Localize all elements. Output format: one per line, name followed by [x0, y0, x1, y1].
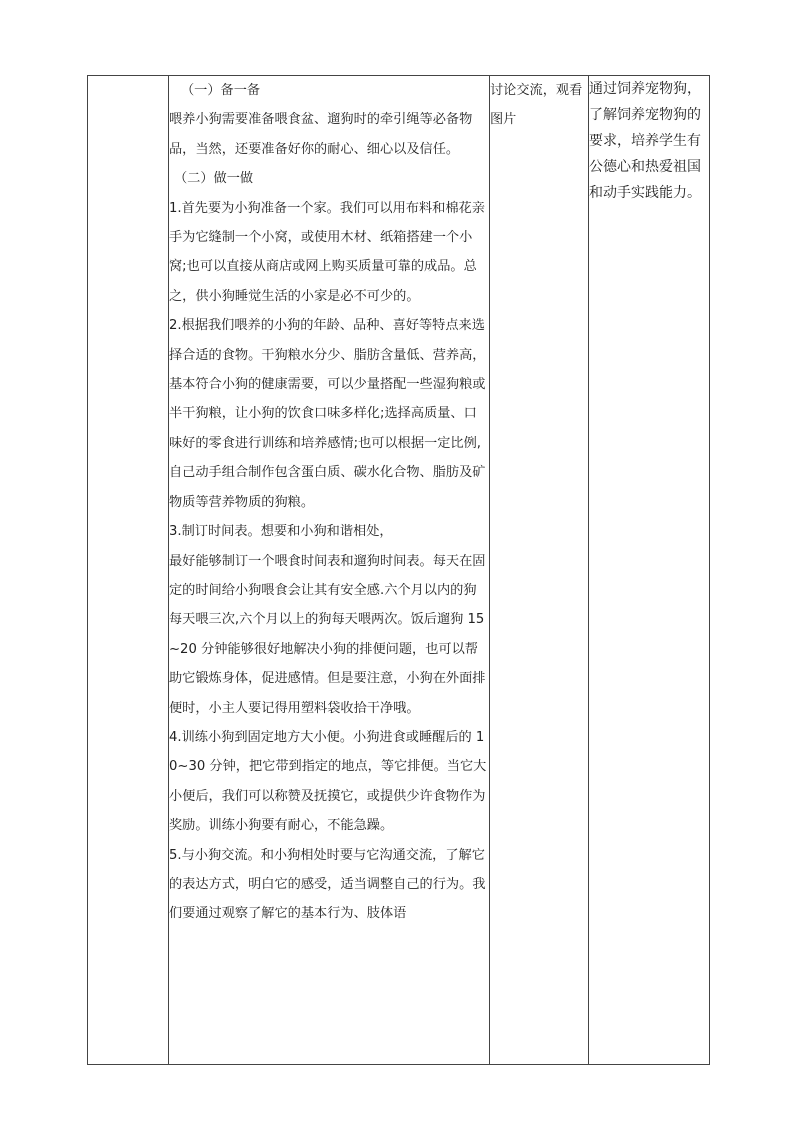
content-paragraph: 1.首先要为小狗准备一个家。我们可以用布料和棉花亲手为它缝制一个小窝，或使用木材、纸箱搭建一个小窝;也可以直接从商店或网上购买质量可靠的成品。总之，供小狗睡觉生活的小家是必不可少的。 — [169, 200, 485, 304]
lesson-plan-table — [87, 75, 710, 1065]
teaching-content-cell — [169, 76, 490, 1065]
content-paragraph: （二）做一做 — [174, 171, 254, 187]
design-purpose-cell: 通过饲养宠物狗，了解饲养宠物狗的要求，培养学生有公德心和热爱祖国和动手实践能力。 — [589, 76, 710, 1065]
content-paragraph: 喂养小狗需要准备喂食盆、遛狗时的牵引绳等必备物品，当然，还要准备好你的耐心、细心以及信任。 — [169, 112, 473, 157]
content-paragraph: 2.根据我们喂养的小狗的年龄、品种、喜好等特点来选择合适的食物。干狗粮水分少、脂肪含量低、营养高，基本符合小狗的健康需要，可以少量搭配一些湿狗粮或半干狗粮，让小狗的饮食口味多样化;选择高质量、口味好的零食进行训练和培养感情;也可以根据一定比例,自己动手组合制作包含蛋白质、碳水化合物、脂肪及矿物质等营养物质的狗粮。 — [169, 318, 486, 510]
content-paragraph: （一）备一备 — [181, 83, 261, 98]
content-paragraph: 3.制订时间表。想要和小狗和谐相处， — [169, 524, 393, 540]
stage-cell — [88, 76, 169, 1065]
student-activity-cell: 讨论交流，观看图片 — [490, 76, 589, 1065]
content-paragraph: 5.与小狗交流。和小狗相处时要与它沟通交流，了解它的表达方式，明白它的感受，适当调整自己的行为。我们要通过观察了解它的基本行为、肢体语 — [169, 847, 486, 922]
table-row — [88, 76, 710, 1065]
content-paragraph: 最好能够制订一个喂食时间表和遛狗时间表。每天在固定的时间给小狗喂食会让其有安全感.六个月以内的狗每天喂三次,六个月以上的狗每天喂两次。饭后遛狗 15~20 分钟能够很好地解决小狗的排便问题，也可以帮助它锻炼身体，促进感情。但是要注意，小狗在外面排便时，小主人要记得用塑料袋收拾干净哦。 — [169, 553, 486, 716]
content-paragraph: 4.训练小狗到固定地方大小便。小狗进食或睡醒后的 10~30 分钟，把它带到指定的地点，等它排便。当它大小便后，我们可以称赞及抚摸它，或提供少许食物作为奖励。训练小狗要有耐心，不能急躁。 — [169, 729, 487, 834]
